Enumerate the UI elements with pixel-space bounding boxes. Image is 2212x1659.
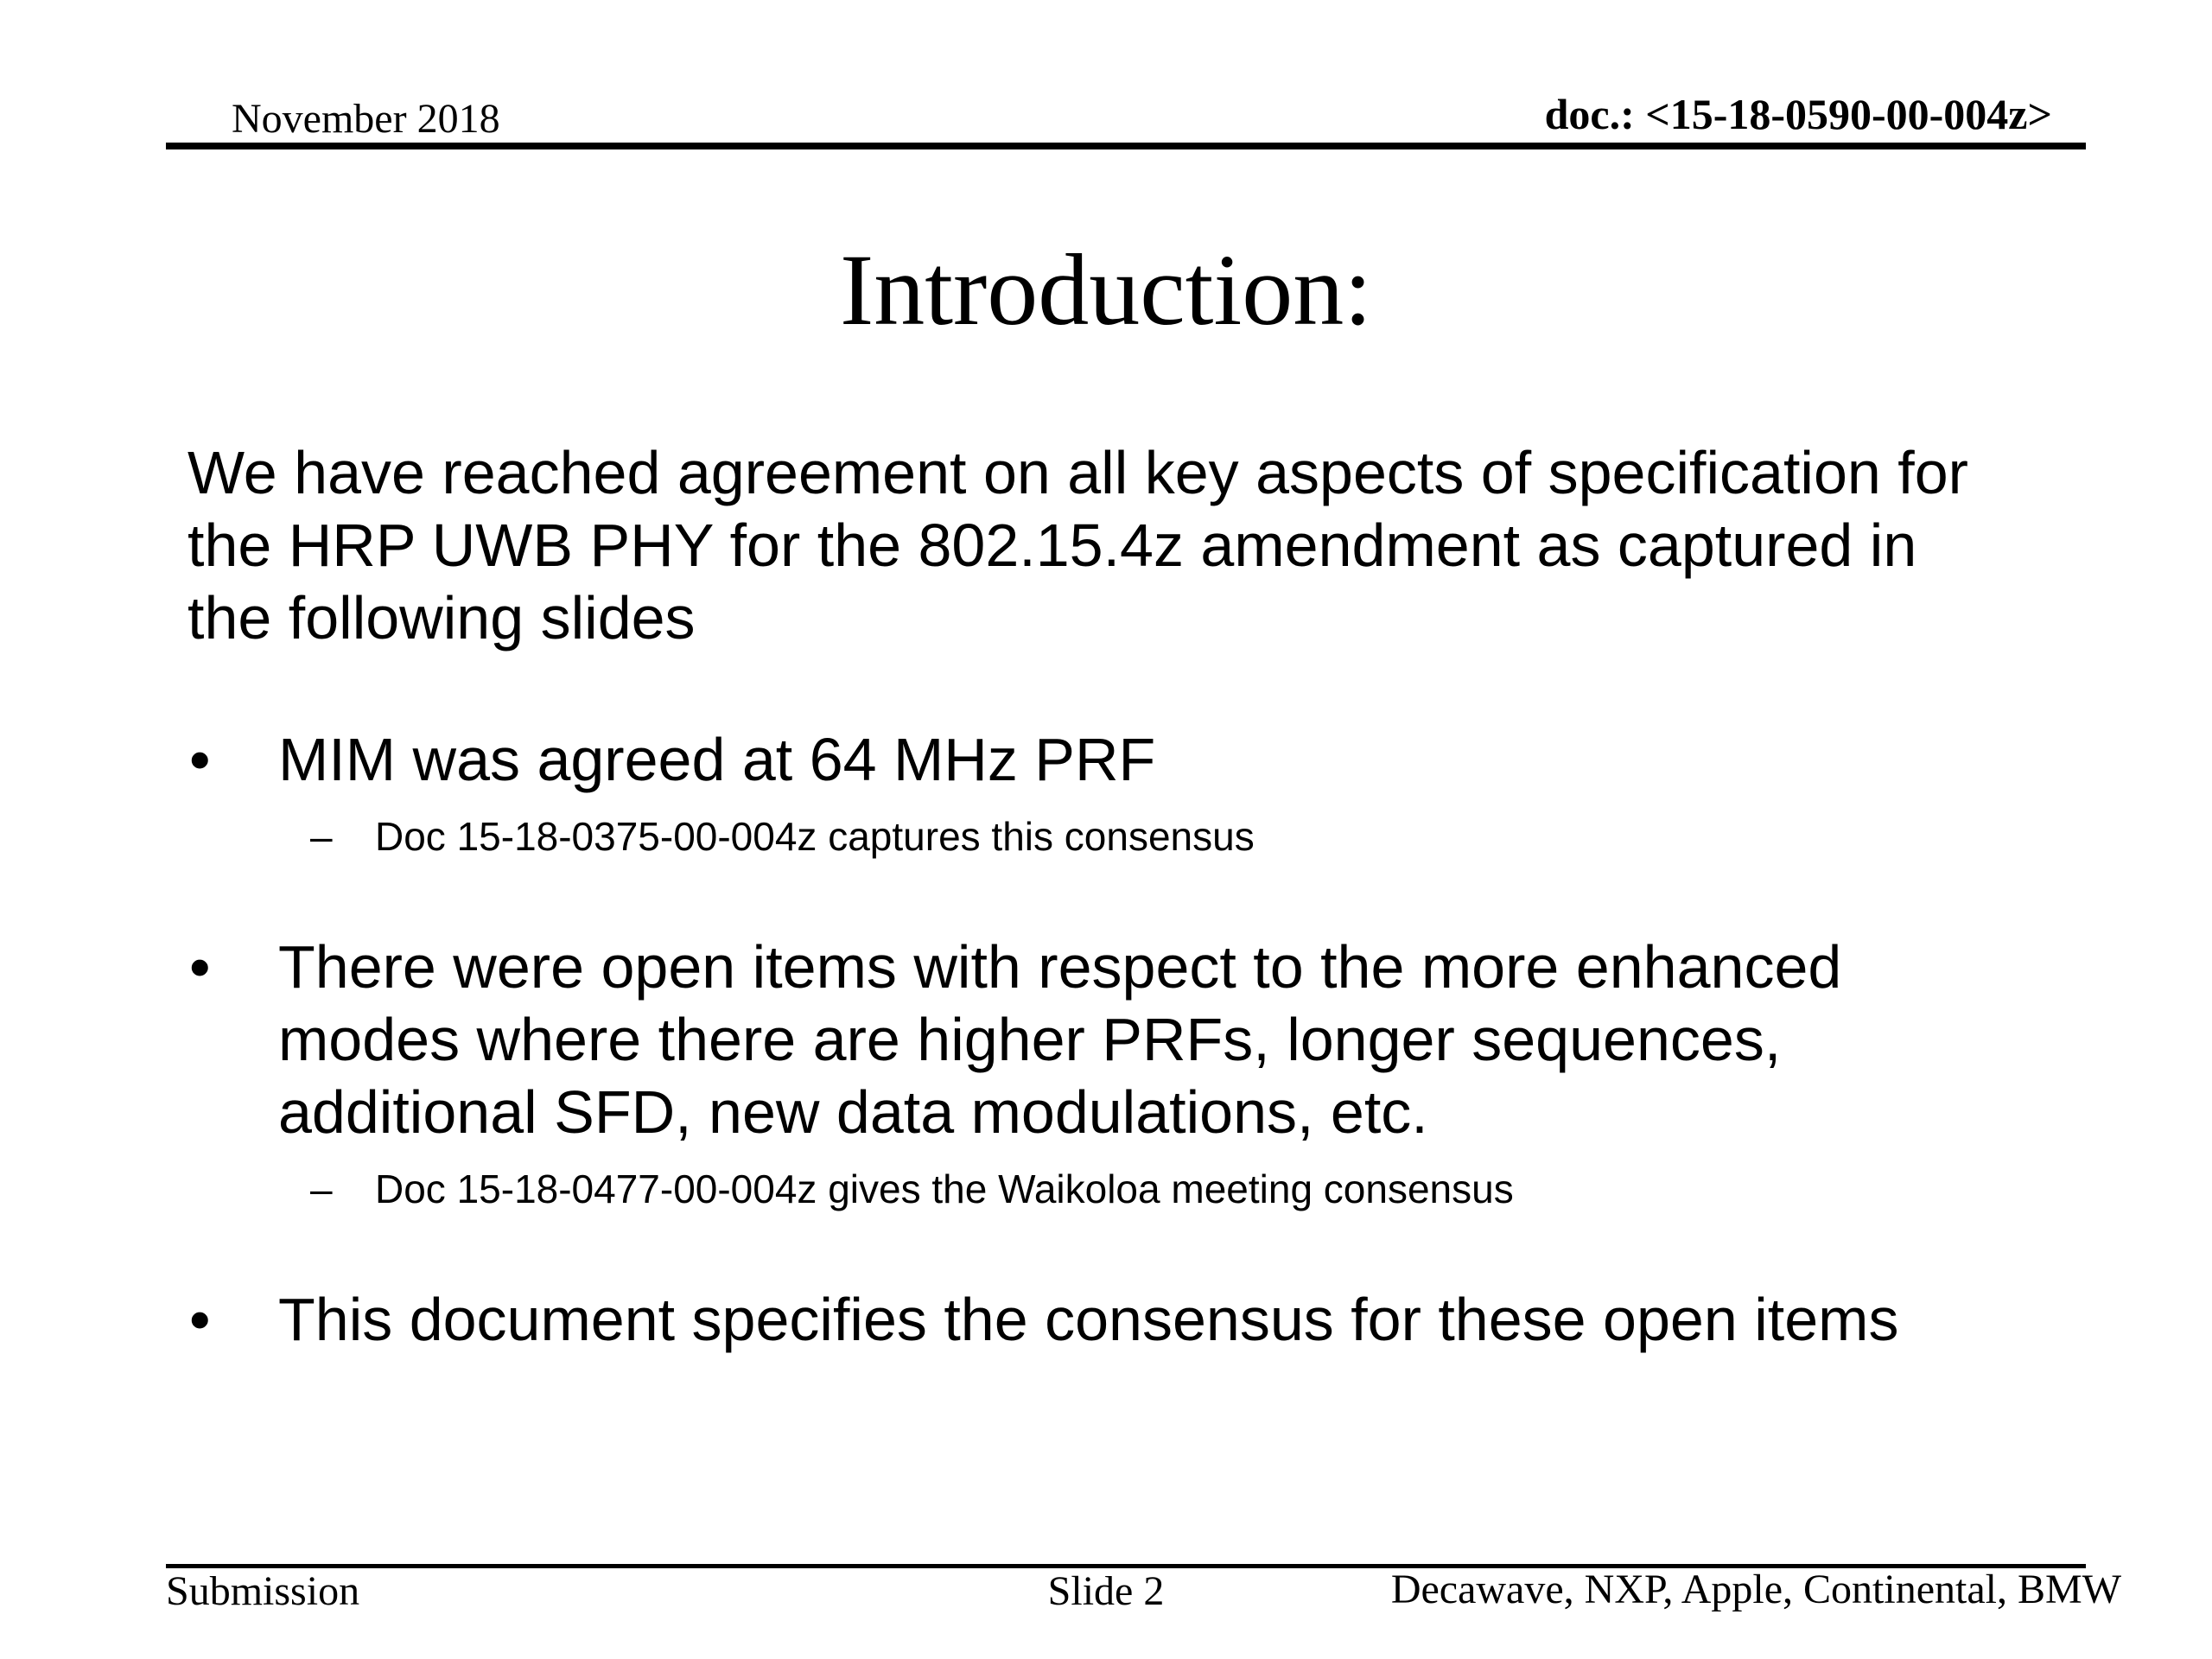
dash-marker: – — [310, 1166, 333, 1211]
slide-body — [188, 436, 2158, 1356]
sub-bullet-text — [375, 810, 1255, 863]
bullet-item — [188, 1283, 2158, 1356]
sub-bullet-text-line: Doc 15-18-0477-00-004z gives the Waikoloa meeting consensus — [375, 1166, 1514, 1211]
bullet-marker: • — [189, 1286, 211, 1353]
bullet-text-line: This document specifies the consensus for these open items — [278, 1286, 1899, 1353]
bullet-marker: • — [189, 933, 211, 1001]
bullet-text-line: additional SFD, new data modulations, etc. — [278, 1078, 1428, 1146]
footer-slide-number: Slide 2 — [1047, 1568, 1165, 1614]
sub-bullet-item — [188, 810, 2158, 863]
bullet-marker: • — [189, 726, 211, 793]
header-divider — [166, 143, 2086, 149]
dash-marker: – — [310, 814, 333, 859]
page-title: Introduction: — [839, 233, 1373, 346]
sub-bullet-text-line: Doc 15-18-0375-00-004z captures this consensus — [375, 814, 1255, 859]
sub-bullet-text — [375, 1162, 1514, 1216]
footer-submission-label: Submission — [166, 1568, 360, 1614]
bullet-text — [278, 1283, 1898, 1356]
bullet-text-line: MIM was agreed at 64 MHz PRF — [278, 726, 1156, 793]
footer-authors: Decawave, NXP, Apple, Continental, BMW — [1390, 1567, 2121, 1612]
intro-line: the following slides — [188, 584, 696, 652]
bullet-text-line: modes where there are higher PRFs, longer sequences, — [278, 1006, 1782, 1073]
intro-paragraph — [188, 436, 2158, 654]
bullet-item — [188, 723, 2158, 796]
bullet-text — [278, 931, 1841, 1148]
sub-bullet-item — [188, 1162, 2158, 1216]
intro-line: the HRP UWB PHY for the 802.15.4z amendment as captured in — [188, 512, 1917, 579]
header-date: November 2018 — [232, 96, 500, 142]
bullet-item — [188, 931, 2158, 1148]
header-doc-number: doc.: <15-18-0590-00-004z> — [1544, 90, 2052, 138]
bullet-text — [278, 723, 1155, 796]
bullet-text-line: There were open items with respect to the more enhanced — [278, 933, 1842, 1001]
intro-line: We have reached agreement on all key aspects of specification for — [188, 439, 1968, 506]
